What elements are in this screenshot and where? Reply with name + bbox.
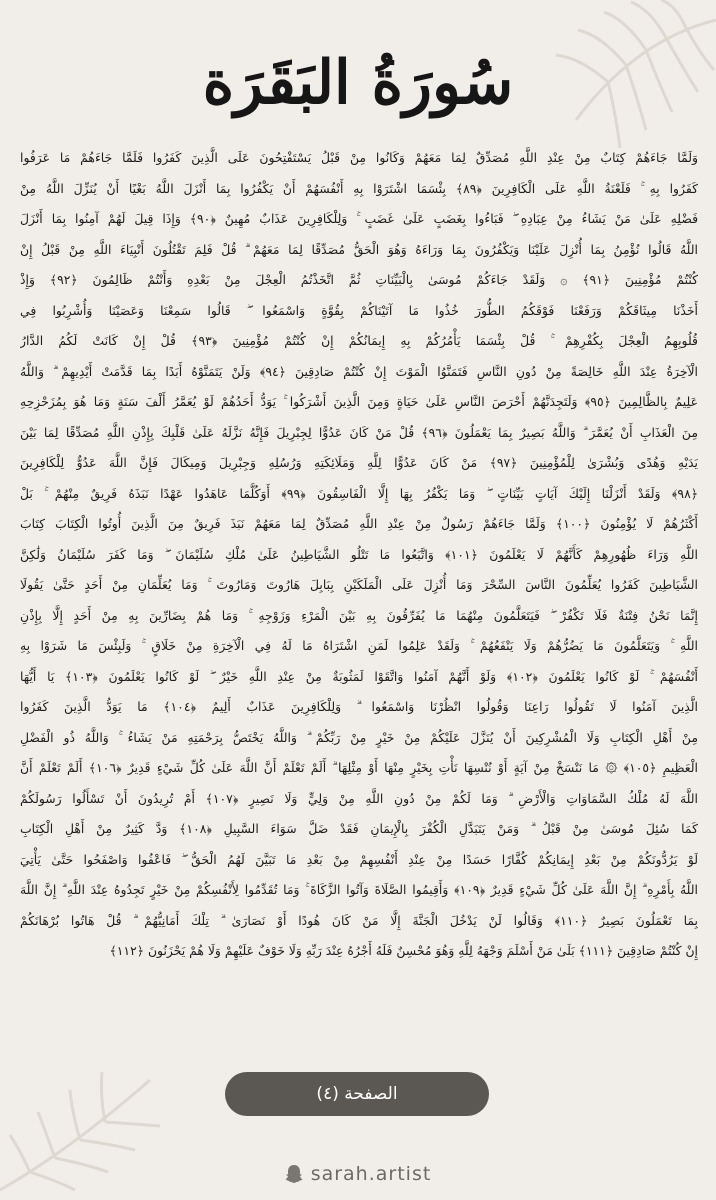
verse-line: الَّذِينَ آمَنُوا لَا تَقُولُوا رَاعِنَا وَقُولُوا انْظُرْنَا وَاسْمَعُوا ۗ وَلِلْكَافِرِينَ عَذَابٌ أَلِيمٌ ﴿١٠٤﴾ مَا يَوَدُّ الَّذِينَ كَفَرُوا [20, 699, 698, 714]
verse-line: كُنْتُمْ مُؤْمِنِينَ ﴿٩١﴾ ۞ وَلَقَدْ جَاءَكُمْ مُوسَىٰ بِالْبَيِّنَاتِ ثُمَّ اتَّخَذْتُمُ الْعِجْلَ مِنْ بَعْدِهِ وَأَنْتُمْ ظَالِمُونَ ﴿٩٢﴾ وَإِذْ [20, 272, 698, 287]
ghost-icon [285, 1164, 303, 1184]
verse-line: لَوْ يَرُدُّونَكُمْ مِنْ بَعْدِ إِيمَانِكُمْ كُفَّارًا حَسَدًا مِنْ عِنْدِ أَنْفُسِهِمْ مِنْ بَعْدِ مَا تَبَيَّنَ لَهُمُ الْحَقُّ ۖ فَاعْفُوا وَاصْفَحُوا حَتَّىٰ يَأْتِيَ [20, 851, 698, 867]
page-number-pill [225, 1072, 489, 1116]
verse-line: اللَّهِ ۚ وَيَتَعَلَّمُونَ مَا يَضُرُّهُمْ وَلَا يَنْفَعُهُمْ ۚ وَلَقَدْ عَلِمُوا لَمَنِ اشْتَرَاهُ مَا لَهُ فِي الْآخِرَةِ مِنْ خَلَاقٍ ۚ وَلَبِئْسَ مَا شَرَوْا بِهِ [20, 638, 698, 653]
verse-line: الشَّيَاطِينَ كَفَرُوا يُعَلِّمُونَ النَّاسَ السِّحْرَ وَمَا أُنْزِلَ عَلَى الْمَلَكَيْنِ بِبَابِلَ هَارُوتَ وَمَارُوتَ ۚ وَمَا يُعَلِّمَانِ مِنْ أَحَدٍ حَتَّىٰ يَقُولَا [20, 577, 698, 592]
verse-line: اللَّهُ بِأَمْرِهِ ۗ إِنَّ اللَّهَ عَلَىٰ كُلِّ شَيْءٍ قَدِيرٌ ﴿١٠٩﴾ وَأَقِيمُوا الصَّلَاةَ وَآتُوا الزَّكَاةَ ۚ وَمَا تُقَدِّمُوا لِأَنْفُسِكُمْ مِنْ خَيْرٍ تَجِدُوهُ عِنْدَ اللَّهِ ۗ إِنَّ اللَّهَ [20, 882, 698, 897]
surah-title: سُورَةُ البَقَرَة [202, 48, 514, 118]
surah-title-banner [0, 28, 716, 138]
verse-line: عَلِيمٌ بِالظَّالِمِينَ ﴿٩٥﴾ وَلَتَجِدَنَّهُمْ أَحْرَصَ النَّاسِ عَلَىٰ حَيَاةٍ وَمِنَ الَّذِينَ أَشْرَكُوا ۚ يَوَدُّ أَحَدُهُمْ لَوْ يُعَمَّرُ أَلْفَ سَنَةٍ وَمَا هُوَ بِمُزَحْزِحِهِ [20, 394, 698, 409]
verse-line: أَنْفُسَهُمْ ۚ لَوْ كَانُوا يَعْلَمُونَ ﴿١٠٢﴾ وَلَوْ أَنَّهُمْ آمَنُوا وَاتَّقَوْا لَمَثُوبَةٌ مِنْ عِنْدِ اللَّهِ خَيْرٌ ۖ لَوْ كَانُوا يَعْلَمُونَ ﴿١٠٣﴾ يَا أَيُّهَا [20, 668, 698, 684]
quran-page-text [20, 143, 698, 1058]
verse-line: مِنَ الْعَذَابِ أَنْ يُعَمَّرَ ۗ وَاللَّهُ بَصِيرٌ بِمَا يَعْمَلُونَ ﴿٩٦﴾ قُلْ مَنْ كَانَ عَدُوًّا لِجِبْرِيلَ فَإِنَّهُ نَزَّلَهُ عَلَىٰ قَلْبِكَ بِإِذْنِ اللَّهِ مُصَدِّقًا لِمَا بَيْنَ [20, 424, 698, 440]
page-number-label: الصفحة (٤) [316, 1084, 398, 1104]
verse-line: الْعَظِيمِ ﴿١٠٥﴾ ۞ مَا نَنْسَخْ مِنْ آيَةٍ أَوْ نُنْسِهَا نَأْتِ بِخَيْرٍ مِنْهَا أَوْ مِثْلِهَا ۗ أَلَمْ تَعْلَمْ أَنَّ اللَّهَ عَلَىٰ كُلِّ شَيْءٍ قَدِيرٌ ﴿١٠٦﴾ أَلَمْ تَعْلَمْ أَنَّ [20, 760, 698, 775]
verse-line: الْآخِرَةُ عِنْدَ اللَّهِ خَالِصَةً مِنْ دُونِ النَّاسِ فَتَمَنَّوُا الْمَوْتَ إِنْ كُنْتُمْ صَادِقِينَ ﴿٩٤﴾ وَلَنْ يَتَمَنَّوْهُ أَبَدًا بِمَا قَدَّمَتْ أَيْدِيهِمْ ۗ وَاللَّهُ [20, 363, 698, 379]
verse-line: أَخَذْنَا مِيثَاقَكُمْ وَرَفَعْنَا فَوْقَكُمُ الطُّورَ خُذُوا مَا آتَيْنَاكُمْ بِقُوَّةٍ وَاسْمَعُوا ۖ قَالُوا سَمِعْنَا وَعَصَيْنَا وَأُشْرِبُوا فِي [20, 302, 698, 318]
verse-line: اللَّهُ قَالُوا نُؤْمِنُ بِمَا أُنْزِلَ عَلَيْنَا وَيَكْفُرُونَ بِمَا وَرَاءَهُ وَهُوَ الْحَقُّ مُصَدِّقًا لِمَا مَعَهُمْ ۗ قُلْ فَلِمَ تَقْتُلُونَ أَنْبِيَاءَ اللَّهِ مِنْ قَبْلُ إِنْ [20, 241, 698, 257]
verse-line: بِمَا تَعْمَلُونَ بَصِيرٌ ﴿١١٠﴾ وَقَالُوا لَنْ يَدْخُلَ الْجَنَّةَ إِلَّا مَنْ كَانَ هُودًا أَوْ نَصَارَىٰ ۗ تِلْكَ أَمَانِيُّهُمْ ۗ قُلْ هَاتُوا بُرْهَانَكُمْ [20, 912, 698, 928]
verse-line: اللَّهِ وَرَاءَ ظُهُورِهِمْ كَأَنَّهُمْ لَا يَعْلَمُونَ ﴿١٠١﴾ وَاتَّبَعُوا مَا تَتْلُو الشَّيَاطِينُ عَلَىٰ مُلْكِ سُلَيْمَانَ ۖ وَمَا كَفَرَ سُلَيْمَانُ وَلَٰكِنَّ [20, 546, 698, 562]
verse-line: فَضْلِهِ عَلَىٰ مَنْ يَشَاءُ مِنْ عِبَادِهِ ۖ فَبَاءُوا بِغَضَبٍ عَلَىٰ غَضَبٍ ۚ وَلِلْكَافِرِينَ عَذَابٌ مُهِينٌ ﴿٩٠﴾ وَإِذَا قِيلَ لَهُمْ آمِنُوا بِمَا أَنْزَلَ [20, 211, 698, 226]
verse-line: كَمَا سُئِلَ مُوسَىٰ مِنْ قَبْلُ ۗ وَمَنْ يَتَبَدَّلِ الْكُفْرَ بِالْإِيمَانِ فَقَدْ ضَلَّ سَوَاءَ السَّبِيلِ ﴿١٠٨﴾ وَدَّ كَثِيرٌ مِنْ أَهْلِ الْكِتَابِ [20, 821, 698, 836]
artist-watermark [0, 1158, 716, 1190]
verse-line: كَفَرُوا بِهِ ۚ فَلَعْنَةُ اللَّهِ عَلَى الْكَافِرِينَ ﴿٨٩﴾ بِئْسَمَا اشْتَرَوْا بِهِ أَنْفُسَهُمْ أَنْ يَكْفُرُوا بِمَا أَنْزَلَ اللَّهُ بَغْيًا أَنْ يُنَزِّلَ اللَّهُ مِنْ [20, 180, 698, 196]
verse-line: يَدَيْهِ وَهُدًى وَبُشْرَىٰ لِلْمُؤْمِنِينَ ﴿٩٧﴾ مَنْ كَانَ عَدُوًّا لِلَّهِ وَمَلَائِكَتِهِ وَرُسُلِهِ وَجِبْرِيلَ وَمِيكَالَ فَإِنَّ اللَّهَ عَدُوٌّ لِلْكَافِرِينَ [20, 455, 698, 470]
verse-line: وَلَمَّا جَاءَهُمْ كِتَابٌ مِنْ عِنْدِ اللَّهِ مُصَدِّقٌ لِمَا مَعَهُمْ وَكَانُوا مِنْ قَبْلُ يَسْتَفْتِحُونَ عَلَى الَّذِينَ كَفَرُوا فَلَمَّا جَاءَهُمْ مَا عَرَفُوا [20, 150, 698, 165]
artist-signature: sarah.artist [310, 1163, 432, 1185]
verse-line: إِنْ كُنْتُمْ صَادِقِينَ ﴿١١١﴾ بَلَىٰ مَنْ أَسْلَمَ وَجْهَهُ لِلَّهِ وَهُوَ مُحْسِنٌ فَلَهُ أَجْرُهُ عِنْدَ رَبِّهِ وَلَا خَوْفٌ عَلَيْهِمْ وَلَا هُمْ يَحْزَنُونَ ﴿١١٢﴾ [109, 943, 698, 958]
verse-line: أَكْثَرُهُمْ لَا يُؤْمِنُونَ ﴿١٠٠﴾ وَلَمَّا جَاءَهُمْ رَسُولٌ مِنْ عِنْدِ اللَّهِ مُصَدِّقٌ لِمَا مَعَهُمْ نَبَذَ فَرِيقٌ مِنَ الَّذِينَ أُوتُوا الْكِتَابَ كِتَابَ [20, 516, 698, 531]
verse-line: قُلُوبِهِمُ الْعِجْلَ بِكُفْرِهِمْ ۚ قُلْ بِئْسَمَا يَأْمُرُكُمْ بِهِ إِيمَانُكُمْ إِنْ كُنْتُمْ مُؤْمِنِينَ ﴿٩٣﴾ قُلْ إِنْ كَانَتْ لَكُمُ الدَّارُ [20, 333, 698, 348]
verse-line: مِنْ أَهْلِ الْكِتَابِ وَلَا الْمُشْرِكِينَ أَنْ يُنَزَّلَ عَلَيْكُمْ مِنْ خَيْرٍ مِنْ رَبِّكُمْ ۗ وَاللَّهُ يَخْتَصُّ بِرَحْمَتِهِ مَنْ يَشَاءُ ۚ وَاللَّهُ ذُو الْفَضْلِ [20, 729, 698, 745]
verse-line: اللَّهَ لَهُ مُلْكُ السَّمَاوَاتِ وَالْأَرْضِ ۗ وَمَا لَكُمْ مِنْ دُونِ اللَّهِ مِنْ وَلِيٍّ وَلَا نَصِيرٍ ﴿١٠٧﴾ أَمْ تُرِيدُونَ أَنْ تَسْأَلُوا رَسُولَكُمْ [20, 790, 698, 806]
verse-line: ﴿٩٨﴾ وَلَقَدْ أَنْزَلْنَا إِلَيْكَ آيَاتٍ بَيِّنَاتٍ ۖ وَمَا يَكْفُرُ بِهَا إِلَّا الْفَاسِقُونَ ﴿٩٩﴾ أَوَكُلَّمَا عَاهَدُوا عَهْدًا نَبَذَهُ فَرِيقٌ مِنْهُمْ ۚ بَلْ [20, 485, 698, 501]
verse-line: إِنَّمَا نَحْنُ فِتْنَةٌ فَلَا تَكْفُرْ ۖ فَيَتَعَلَّمُونَ مِنْهُمَا مَا يُفَرِّقُونَ بِهِ بَيْنَ الْمَرْءِ وَزَوْجِهِ ۚ وَمَا هُمْ بِضَارِّينَ بِهِ مِنْ أَحَدٍ إِلَّا بِإِذْنِ [20, 607, 698, 623]
